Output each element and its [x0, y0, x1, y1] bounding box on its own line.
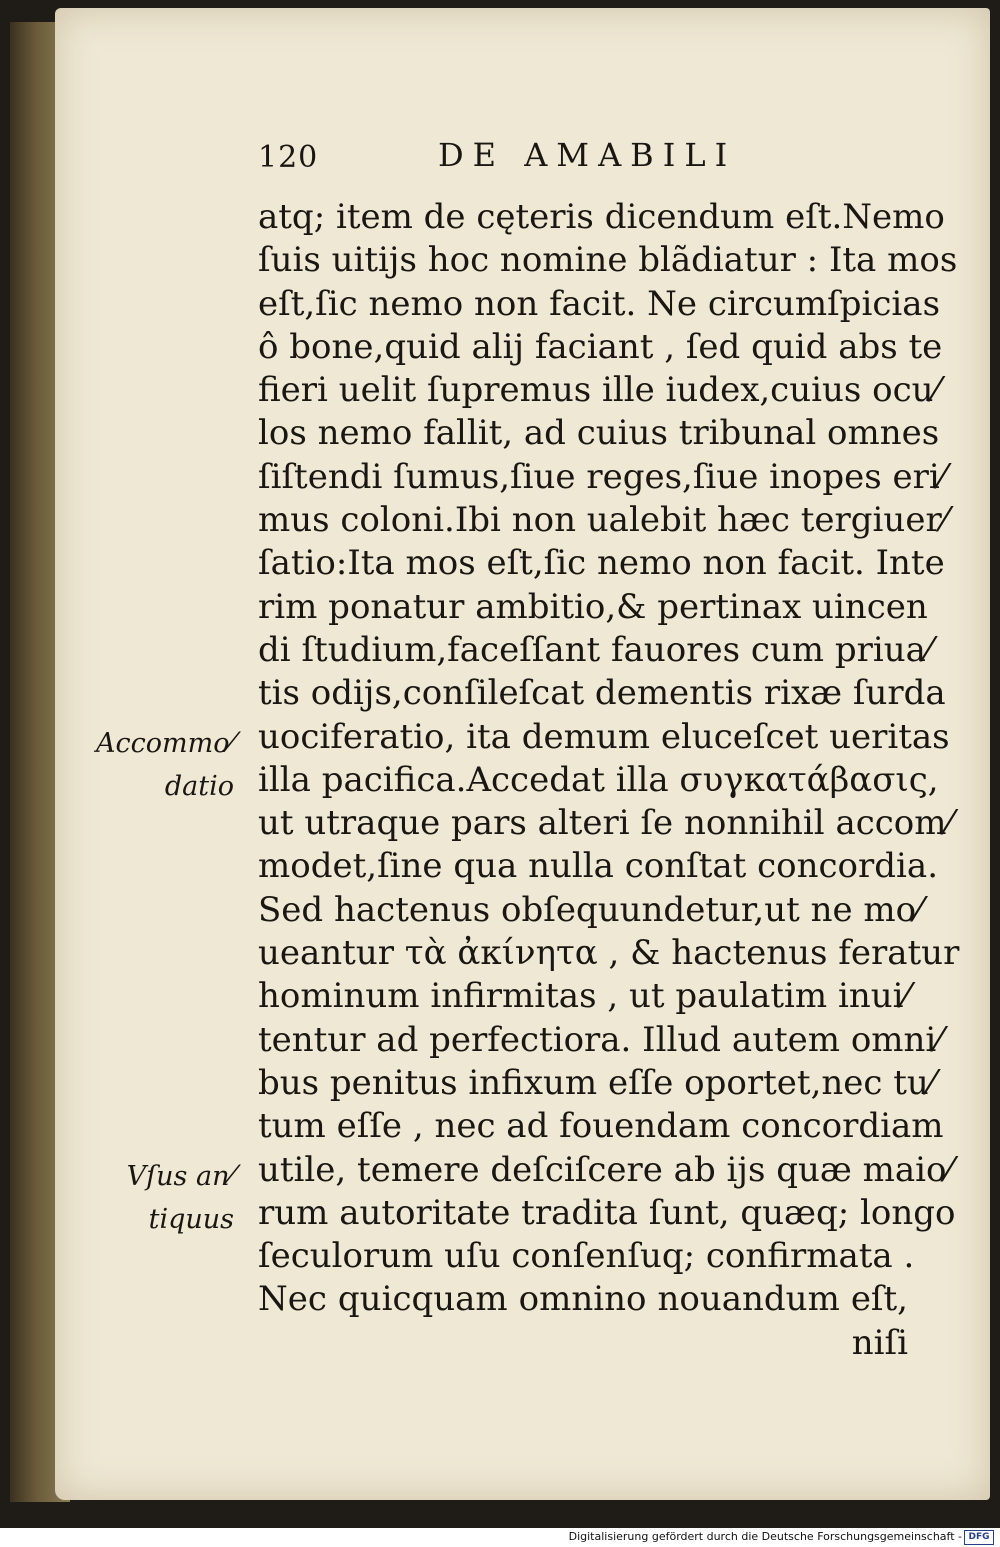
dfg-logo-icon: DFG [964, 1530, 994, 1545]
text-line: ſatio:Ita mos eſt,ſic nemo non facit. Inte [258, 543, 945, 584]
margin-note-line: Vſus an⁄ [126, 1161, 234, 1192]
text-line: mus coloni.Ibi non ualebit hæc tergiuer⁄ [258, 500, 948, 541]
text-line: hominum infirmitas , ut paulatim inui⁄ [258, 976, 910, 1017]
margin-note-usus-antiquus [84, 1155, 234, 1242]
text-line: rum autoritate tradita ſunt, quæq; longo [258, 1192, 956, 1233]
text-line: bus penitus infixum eſſe oportet,nec tu⁄ [258, 1062, 935, 1103]
text-line: ut utraque pars alteri ſe nonnihil accom⁄ [258, 803, 953, 844]
text-line: di ſtudium,faceſſant fauores cum priua⁄ [258, 629, 932, 670]
text-line: ſeculorum uſu conſenſuq; confirmata . [258, 1236, 915, 1277]
text-line: Nec quicquam omnino nouandum eſt, [258, 1279, 908, 1320]
text-line: uociferatio, ita demum eluceſcet ueritas [258, 716, 950, 757]
text-line: illa pacifica.Accedat illa συγκατάβασις, [258, 759, 939, 800]
text-line: eſt,ſic nemo non facit. Ne circumſpicias [258, 283, 941, 324]
page-number: 120 [258, 140, 319, 175]
catchword: niſi [851, 1322, 908, 1363]
text-line: tis odijs,conſileſcat dementis rixæ ſurda [258, 673, 946, 714]
text-line: utile, temere deſciſcere ab ijs quæ maio⁄ [258, 1149, 953, 1190]
text-line: tentur ad perfectiora. Illud autem omni⁄ [258, 1019, 942, 1060]
page-header [0, 132, 1000, 182]
margin-note-line: datio [164, 771, 234, 803]
text-line: Sed hactenus obſequundetur,ut ne mo⁄ [258, 889, 922, 930]
text-line: los nemo fallit, ad cuius tribunal omnes [258, 413, 940, 454]
text-line: ueantur τὰ ἀκίνητα , & hactenus feratur [258, 933, 960, 974]
text-line: atq; item de cęteris dicendum eſt.Nemo [258, 197, 945, 237]
funding-credit: Digitalisierung gefördert durch die Deutsche Forschungsgemeinschaft - [568, 1530, 962, 1543]
margin-note-line: Accommo⁄ [96, 728, 234, 759]
text-line: rim ponatur ambitio,& pertinax uincen [258, 586, 928, 627]
text-line: ſuis uitijs hoc nomine blãdiatur : Ita mos [258, 240, 958, 281]
text-line: ſiſtendi ſumus,ſiue reges,ſiue inopes eri⁄ [258, 456, 946, 497]
text-line: fieri uelit ſupremus ille iudex,cuius ocu⁄ [258, 370, 940, 411]
running-head: DE AMABILI [438, 136, 737, 174]
margin-note-line: tiquus [148, 1204, 234, 1236]
text-line: tum eſſe , nec ad fouendam concordiam [258, 1106, 944, 1147]
text-line: ô bone,quid alij faciant , ſed quid abs te [258, 326, 943, 367]
margin-note-accommodatio [84, 722, 234, 809]
digitization-footer [0, 1528, 1000, 1547]
text-line: modet,ſine qua nulla conſtat concordia. [258, 846, 938, 887]
body-text [258, 196, 960, 1365]
